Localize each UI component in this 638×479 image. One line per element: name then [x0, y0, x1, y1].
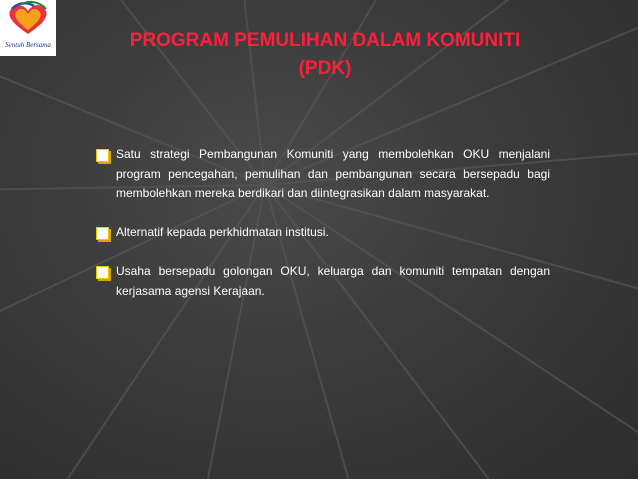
logo-text: Sentuh Bersama: [5, 41, 51, 49]
bullet-list: [96, 145, 550, 321]
title-line-1: PROGRAM PEMULIHAN DALAM KOMUNITI: [129, 30, 521, 51]
bullet-item: [96, 223, 550, 243]
heart-logo-icon: [0, 0, 56, 42]
logo: [0, 0, 56, 56]
title-line-2: (PDK): [298, 58, 352, 79]
bullet-text: Alternatif kepada perkhidmatan institusi.: [116, 225, 329, 239]
bullet-text: Usaha bersepadu golongan OKU, keluarga dan komuniti tempatan dengan kerjasama agensi Kerajaan.: [116, 264, 550, 298]
checkbox-bullet-icon: [96, 227, 109, 240]
bullet-item: [96, 145, 550, 204]
bullet-text: Satu strategi Pembangunan Komuniti yang membolehkan OKU menjalani program pencegahan, pemulihan dan pembangunan secara bersepadu bagi membolehkan mereka berdikari dan diintegrasikan dalam masyarakat.: [116, 147, 550, 200]
checkbox-bullet-icon: [96, 149, 109, 162]
bullet-item: [96, 262, 550, 301]
checkbox-bullet-icon: [96, 266, 109, 279]
slide-title: [100, 27, 550, 83]
